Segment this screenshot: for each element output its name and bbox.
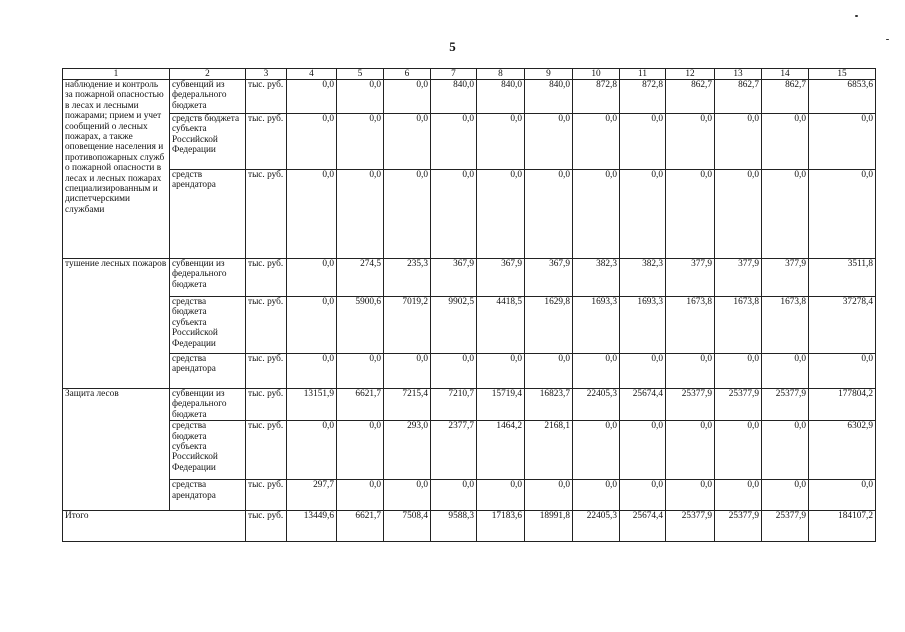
value-cell: 862,7 [715,80,762,114]
value-cell: 0,0 [666,421,715,480]
funding-source-cell: субвенции из федерального бюджета [170,389,246,421]
funding-source-cell: средства бюджета субъекта Российской Федерации [170,297,246,354]
value-cell: 0,0 [384,170,431,259]
value-cell: 7210,7 [431,389,477,421]
column-header: 1 [63,69,170,80]
total-value-cell: 25377,9 [762,511,809,542]
value-cell: 0,0 [287,354,337,389]
total-value-cell: 9588,3 [431,511,477,542]
value-cell: 0,0 [337,421,384,480]
value-cell: 1673,8 [666,297,715,354]
value-cell: 293,0 [384,421,431,480]
value-cell: 1629,8 [525,297,573,354]
column-header: 4 [287,69,337,80]
column-header: 8 [477,69,525,80]
value-cell: 0,0 [620,114,666,170]
table-row [63,259,876,297]
value-cell: 25674,4 [620,389,666,421]
funding-source-cell: средств арендатора [170,170,246,259]
total-value-cell: 25377,9 [715,511,762,542]
column-header: 6 [384,69,431,80]
value-cell: 0,0 [666,480,715,511]
funding-source-cell: субвенции из федерального бюджета [170,259,246,297]
table-row [63,80,876,114]
value-cell: 0,0 [620,354,666,389]
unit-cell: тыс. руб. [246,354,287,389]
value-cell: 0,0 [525,480,573,511]
scan-speck [855,15,858,17]
value-cell: 177804,2 [809,389,876,421]
value-cell: 0,0 [287,114,337,170]
value-cell: 0,0 [573,421,620,480]
column-header: 3 [246,69,287,80]
value-cell: 15719,4 [477,389,525,421]
value-cell: 6853,6 [809,80,876,114]
total-value-cell: 184107,2 [809,511,876,542]
value-cell: 0,0 [573,480,620,511]
value-cell: 0,0 [384,80,431,114]
activity-cell: наблюдение и контроль за пожарной опасностью в лесах и лесными пожарами; прием и учет сообщений о лесных пожарах, а также оповещение населения и противопожарных служб о пожарной опасности в лесах и лесных пожарах специализированным и диспетчерскими службами [63,80,170,259]
funding-source-cell: субвенций из федерального бюджета [170,80,246,114]
column-header: 15 [809,69,876,80]
page-number: 5 [449,39,456,54]
value-cell: 0,0 [715,354,762,389]
unit-cell: тыс. руб. [246,259,287,297]
value-cell: 0,0 [573,170,620,259]
column-header: 14 [762,69,809,80]
scan-speck [886,39,889,40]
value-cell: 377,9 [762,259,809,297]
table-row [63,297,876,354]
value-cell: 4418,5 [477,297,525,354]
column-header: 10 [573,69,620,80]
value-cell: 0,0 [337,354,384,389]
value-cell: 0,0 [287,170,337,259]
column-header: 5 [337,69,384,80]
value-cell: 0,0 [809,170,876,259]
table-row [63,170,876,259]
total-label-cell: Итого [63,511,246,542]
column-header: 11 [620,69,666,80]
value-cell: 0,0 [715,114,762,170]
value-cell: 382,3 [620,259,666,297]
value-cell: 0,0 [287,297,337,354]
value-cell: 25377,9 [715,389,762,421]
funding-source-cell: средств бюджета субъекта Российской Федерации [170,114,246,170]
value-cell: 0,0 [525,354,573,389]
value-cell: 1693,3 [573,297,620,354]
value-cell: 0,0 [337,480,384,511]
value-cell: 16823,7 [525,389,573,421]
value-cell: 2377,7 [431,421,477,480]
value-cell: 0,0 [762,421,809,480]
column-header: 13 [715,69,762,80]
table-body [63,80,876,542]
value-cell: 1464,2 [477,421,525,480]
value-cell: 0,0 [762,480,809,511]
value-cell: 6302,9 [809,421,876,480]
value-cell: 3511,8 [809,259,876,297]
value-cell: 22405,3 [573,389,620,421]
value-cell: 13151,9 [287,389,337,421]
value-cell: 235,3 [384,259,431,297]
table-row [63,354,876,389]
value-cell: 0,0 [809,114,876,170]
column-header: 2 [170,69,246,80]
value-cell: 0,0 [666,170,715,259]
value-cell: 7019,2 [384,297,431,354]
value-cell: 2168,1 [525,421,573,480]
unit-cell: тыс. руб. [246,80,287,114]
total-value-cell: 17183,6 [477,511,525,542]
column-number-row [63,69,876,80]
unit-cell: тыс. руб. [246,297,287,354]
value-cell: 0,0 [762,114,809,170]
value-cell: 0,0 [762,354,809,389]
value-cell: 274,5 [337,259,384,297]
total-row [63,511,876,542]
value-cell: 862,7 [762,80,809,114]
funding-source-cell: средства бюджета субъекта Российской Федерации [170,421,246,480]
value-cell: 0,0 [384,114,431,170]
value-cell: 25377,9 [762,389,809,421]
column-header: 9 [525,69,573,80]
value-cell: 0,0 [809,480,876,511]
total-value-cell: 18991,8 [525,511,573,542]
value-cell: 0,0 [573,354,620,389]
value-cell: 0,0 [666,354,715,389]
value-cell: 0,0 [762,170,809,259]
value-cell: 0,0 [384,480,431,511]
value-cell: 0,0 [431,480,477,511]
value-cell: 840,0 [525,80,573,114]
value-cell: 0,0 [715,421,762,480]
value-cell: 862,7 [666,80,715,114]
value-cell: 0,0 [477,480,525,511]
activity-cell: Защита лесов [63,389,170,511]
total-value-cell: 13449,6 [287,511,337,542]
value-cell: 25377,9 [666,389,715,421]
table-row [63,421,876,480]
value-cell: 367,9 [525,259,573,297]
budget-table [62,68,876,542]
total-value-cell: 6621,7 [337,511,384,542]
value-cell: 382,3 [573,259,620,297]
value-cell: 840,0 [477,80,525,114]
value-cell: 7215,4 [384,389,431,421]
value-cell: 1693,3 [620,297,666,354]
value-cell: 0,0 [809,354,876,389]
total-value-cell: 25377,9 [666,511,715,542]
funding-source-cell: средства арендатора [170,354,246,389]
funding-source-cell: средства арендатора [170,480,246,511]
value-cell: 0,0 [477,354,525,389]
value-cell: 0,0 [337,114,384,170]
value-cell: 872,8 [620,80,666,114]
total-value-cell: 7508,4 [384,511,431,542]
value-cell: 377,9 [715,259,762,297]
value-cell: 367,9 [477,259,525,297]
table-row [63,480,876,511]
value-cell: 1673,8 [762,297,809,354]
value-cell: 0,0 [715,170,762,259]
unit-cell: тыс. руб. [246,421,287,480]
value-cell: 0,0 [525,170,573,259]
unit-cell: тыс. руб. [246,389,287,421]
table-row [63,389,876,421]
value-cell: 0,0 [287,80,337,114]
unit-cell: тыс. руб. [246,511,287,542]
value-cell: 0,0 [384,354,431,389]
value-cell: 0,0 [477,170,525,259]
value-cell: 6621,7 [337,389,384,421]
value-cell: 0,0 [287,421,337,480]
value-cell: 1673,8 [715,297,762,354]
value-cell: 0,0 [337,170,384,259]
value-cell: 0,0 [573,114,620,170]
value-cell: 0,0 [431,354,477,389]
value-cell: 0,0 [620,170,666,259]
value-cell: 0,0 [715,480,762,511]
value-cell: 0,0 [477,114,525,170]
value-cell: 37278,4 [809,297,876,354]
value-cell: 0,0 [666,114,715,170]
value-cell: 0,0 [287,259,337,297]
value-cell: 377,9 [666,259,715,297]
value-cell: 840,0 [431,80,477,114]
value-cell: 0,0 [620,421,666,480]
value-cell: 367,9 [431,259,477,297]
value-cell: 0,0 [431,170,477,259]
value-cell: 9902,5 [431,297,477,354]
value-cell: 0,0 [337,80,384,114]
value-cell: 872,8 [573,80,620,114]
unit-cell: тыс. руб. [246,170,287,259]
value-cell: 297,7 [287,480,337,511]
table-row [63,114,876,170]
value-cell: 0,0 [525,114,573,170]
unit-cell: тыс. руб. [246,114,287,170]
value-cell: 5900,6 [337,297,384,354]
unit-cell: тыс. руб. [246,480,287,511]
total-value-cell: 22405,3 [573,511,620,542]
column-header: 12 [666,69,715,80]
value-cell: 0,0 [431,114,477,170]
activity-cell: тушение лесных пожаров [63,259,170,389]
total-value-cell: 25674,4 [620,511,666,542]
value-cell: 0,0 [620,480,666,511]
column-header: 7 [431,69,477,80]
